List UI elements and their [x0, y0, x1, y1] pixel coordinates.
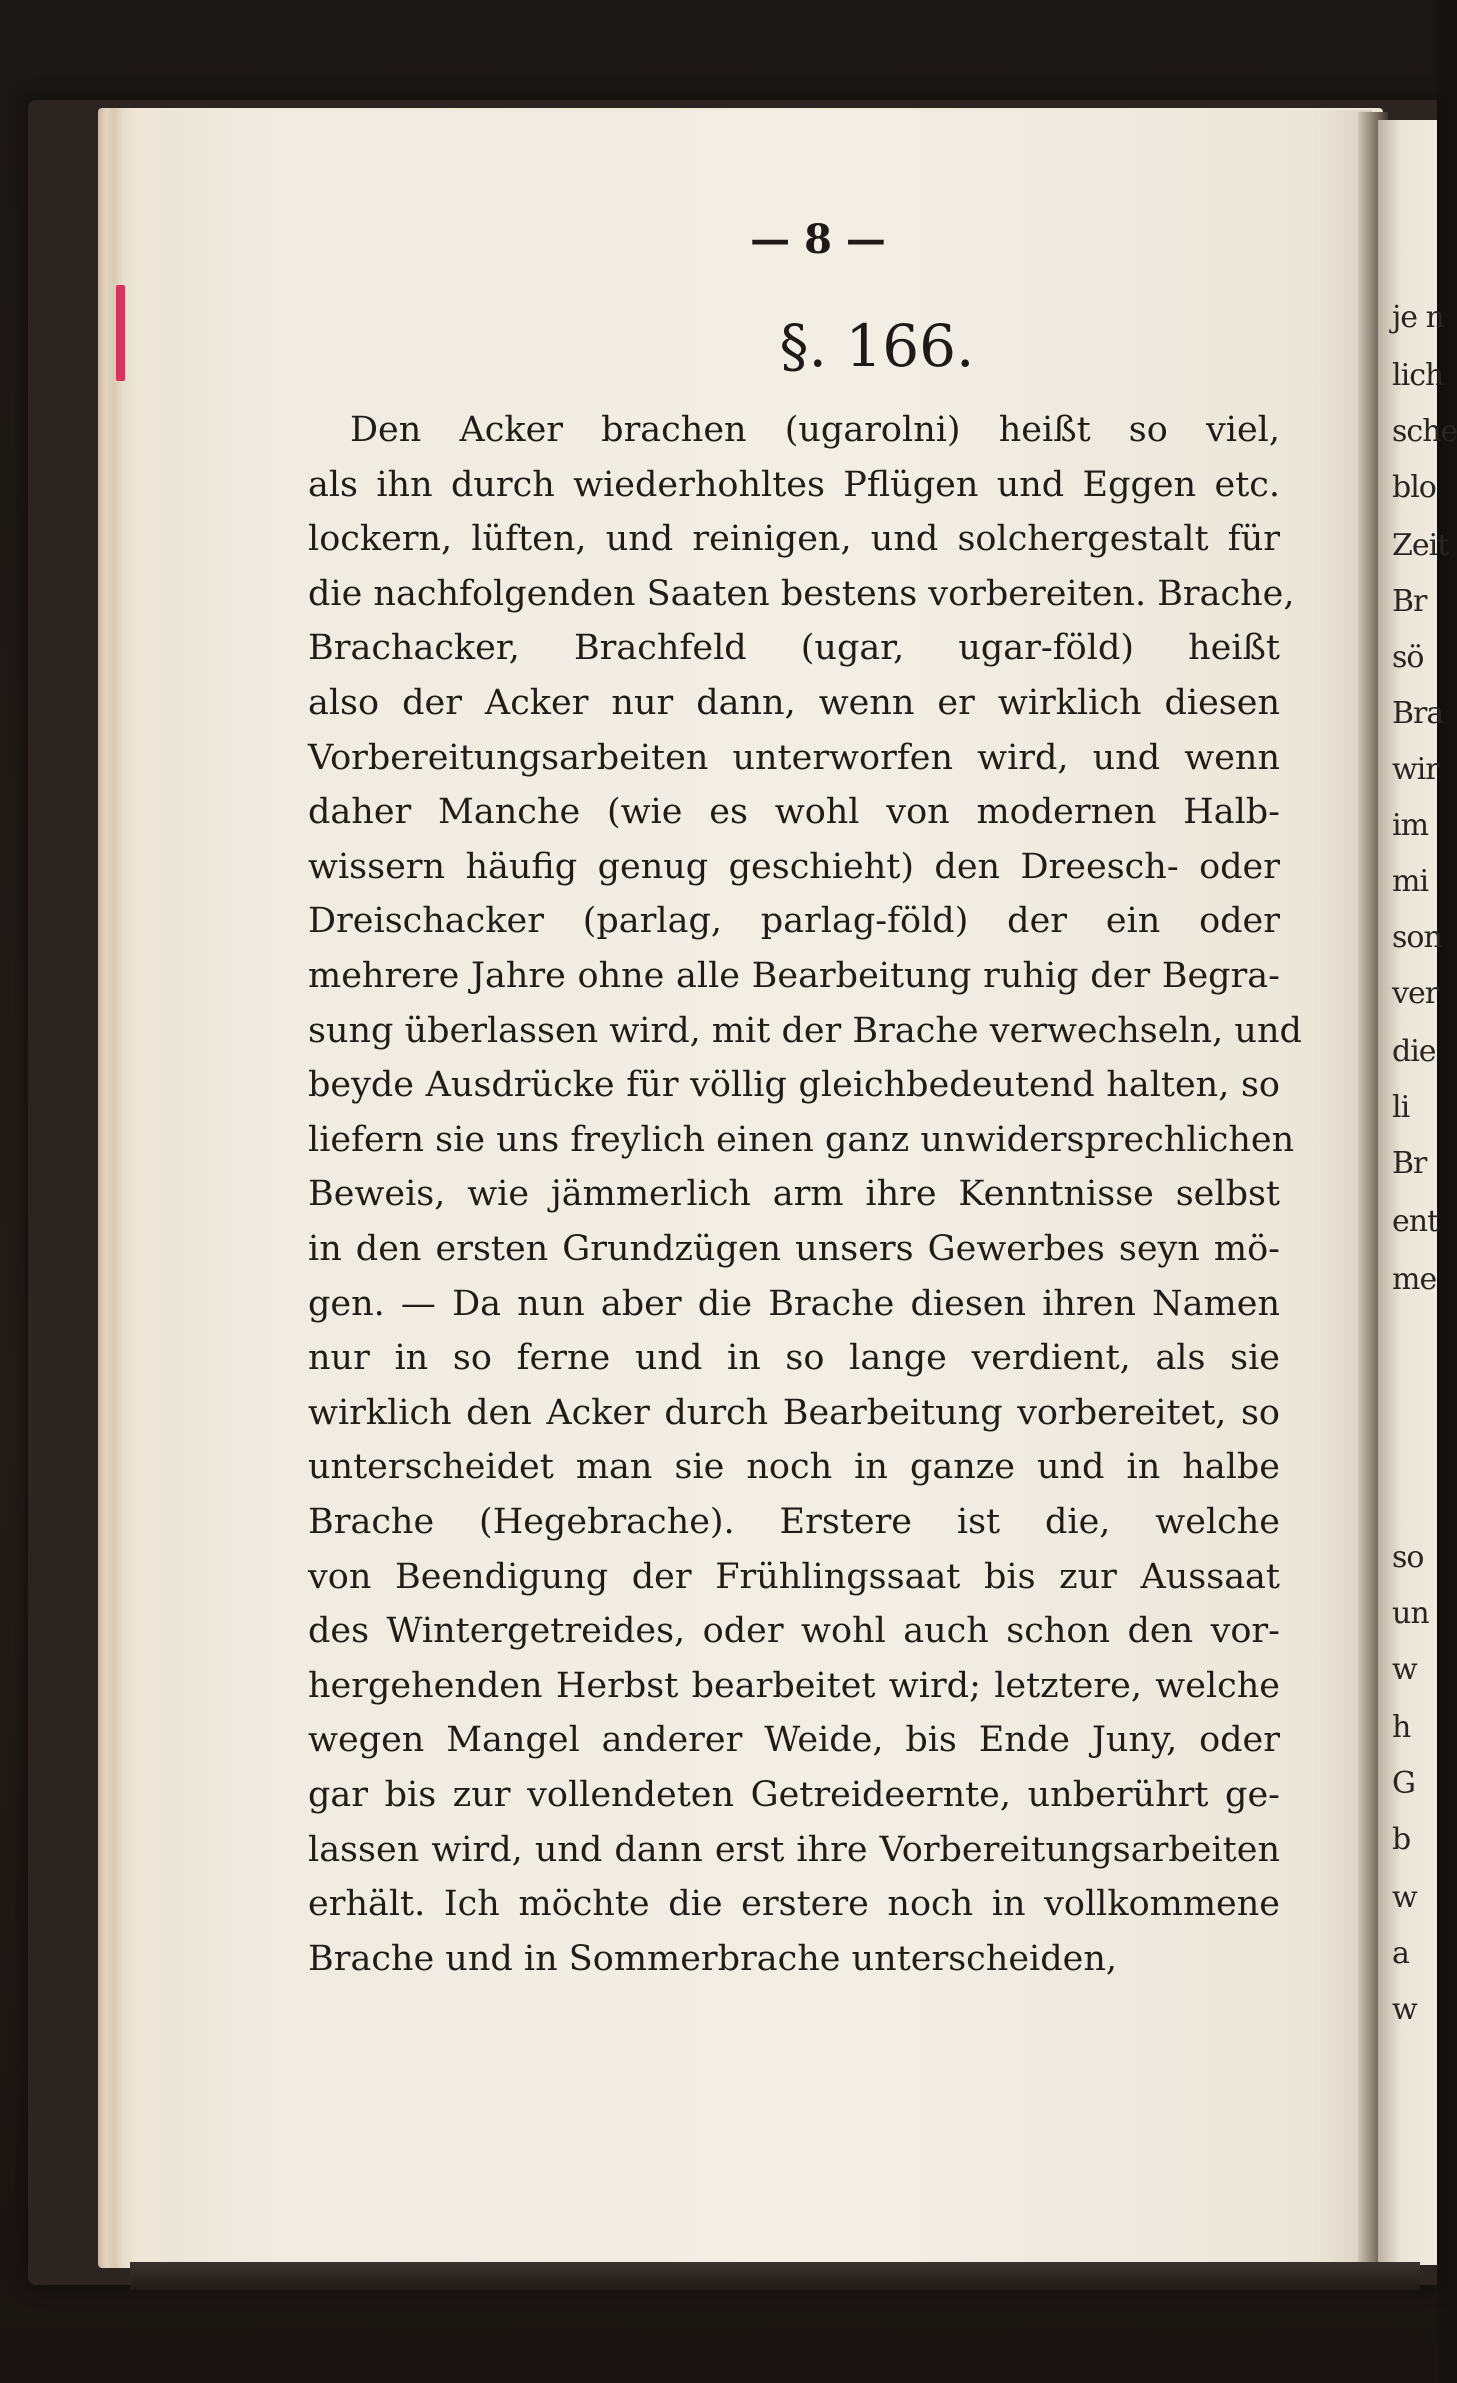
- facing-page-fragment: Zeit: [1392, 528, 1449, 563]
- text-line: sung überlassen wird, mit der Brache verwechseln, und: [308, 1010, 1302, 1051]
- facing-page-fragment: li: [1392, 1090, 1410, 1125]
- facing-page-fragment: un: [1392, 1596, 1429, 1631]
- text-line: lassen wird, und dann erst ihre Vorbereitungsarbeiten: [308, 1829, 1280, 1870]
- text-line: die nachfolgenden Saaten bestens vorbereiten. Brache,: [308, 573, 1295, 614]
- facing-page-fragment: die: [1392, 1034, 1436, 1069]
- text-line: beyde Ausdrücke für völlig gleichbedeutend halten, so: [308, 1065, 1280, 1106]
- facing-page-fragment: w: [1392, 1880, 1417, 1915]
- facing-page-fragment: ver: [1392, 976, 1439, 1011]
- text-line: gen. — Da nun aber die Brache diesen ihren Namen: [308, 1283, 1280, 1324]
- facing-page-fragment: so: [1392, 1540, 1424, 1575]
- facing-page-fragment: sö: [1392, 640, 1424, 675]
- text-line: mehrere Jahre ohne alle Bearbeitung ruhig der Begra-: [308, 956, 1280, 996]
- text-line: wissern häufig genug geschieht) den Dreesch- oder: [308, 846, 1280, 887]
- text-line: also der Acker nur dann, wenn er wirklich diesen: [308, 683, 1280, 723]
- text-line: daher Manche (wie es wohl von modernen Halb-: [308, 792, 1280, 833]
- facing-page-fragment: w: [1392, 1652, 1417, 1687]
- text-line: Brache (Hegebrache). Erstere ist die, welche: [308, 1502, 1280, 1542]
- facing-page-fragment: me: [1392, 1262, 1437, 1297]
- text-line: nur in so ferne und in so lange verdient, als sie: [308, 1338, 1280, 1379]
- facing-page-fragment: w: [1392, 1992, 1417, 2027]
- facing-page-fragment: blo: [1392, 470, 1436, 505]
- facing-page-fragment: Br: [1392, 584, 1427, 619]
- text-line: Den Acker brachen (ugarolni) heißt so viel,: [350, 410, 1280, 450]
- facing-page-fragment: mi: [1392, 864, 1429, 899]
- text-line: als ihn durch wiederhohltes Pflügen und Eggen etc.: [308, 464, 1280, 505]
- facing-page-fragment: son: [1392, 920, 1442, 955]
- text-line: wegen Mangel anderer Weide, bis Ende Juny, oder: [308, 1720, 1280, 1761]
- text-line: Vorbereitungsarbeiten unterworfen wird, und wenn: [308, 737, 1280, 778]
- section-title: §. 166.: [779, 312, 975, 380]
- text-line: von Beendigung der Frühlingssaat bis zur Aussaat: [308, 1556, 1280, 1597]
- facing-page-fragment: G: [1392, 1766, 1415, 1801]
- facing-page-fragment: b: [1392, 1822, 1411, 1857]
- text-line: lockern, lüften, und reinigen, und solchergestalt für: [308, 519, 1280, 560]
- text-line: liefern sie uns freylich einen ganz unwidersprechlichen: [308, 1119, 1295, 1160]
- text-line: wirklich den Acker durch Bearbeitung vorbereitet, so: [308, 1392, 1280, 1433]
- facing-page-fragment: im: [1392, 808, 1429, 843]
- facing-page-fragment: sche: [1392, 414, 1457, 449]
- text-line: in den ersten Grundzügen unsers Gewerbes seyn mö-: [308, 1229, 1280, 1269]
- facing-page-fragment: wir: [1392, 752, 1439, 787]
- text-line: Beweis, wie jämmerlich arm ihre Kenntnisse selbst: [308, 1174, 1280, 1215]
- text-line: hergehenden Herbst bearbeitet wird; letztere, welche: [308, 1665, 1280, 1706]
- facing-page-fragment: je n: [1392, 300, 1444, 335]
- facing-page-fragment: Br: [1392, 1146, 1427, 1181]
- text-line: des Wintergetreides, oder wohl auch schon den vor-: [308, 1611, 1280, 1652]
- facing-page-fragment: lich: [1392, 358, 1444, 393]
- facing-page-fragment: ent: [1392, 1204, 1439, 1239]
- text-line: gar bis zur vollendeten Getreideernte, unberührt ge-: [308, 1775, 1280, 1815]
- text-line: Brachacker, Brachfeld (ugar, ugar-föld) heißt: [308, 628, 1280, 669]
- text-line: Dreischacker (parlag, parlag-föld) der ein oder: [308, 901, 1280, 942]
- facing-page-fragment: a: [1392, 1936, 1409, 1971]
- text-line: unterscheidet man sie noch in ganze und in halbe: [308, 1447, 1280, 1488]
- text-line: Brache und in Sommerbrache unterscheiden,: [308, 1938, 1118, 1979]
- facing-page-fragment: Bra: [1392, 696, 1444, 731]
- text-line: erhält. Ich möchte die erstere noch in vollkommene: [308, 1884, 1280, 1925]
- facing-page-fragment: h: [1392, 1710, 1411, 1745]
- page-number-header: — 8 —: [750, 216, 886, 263]
